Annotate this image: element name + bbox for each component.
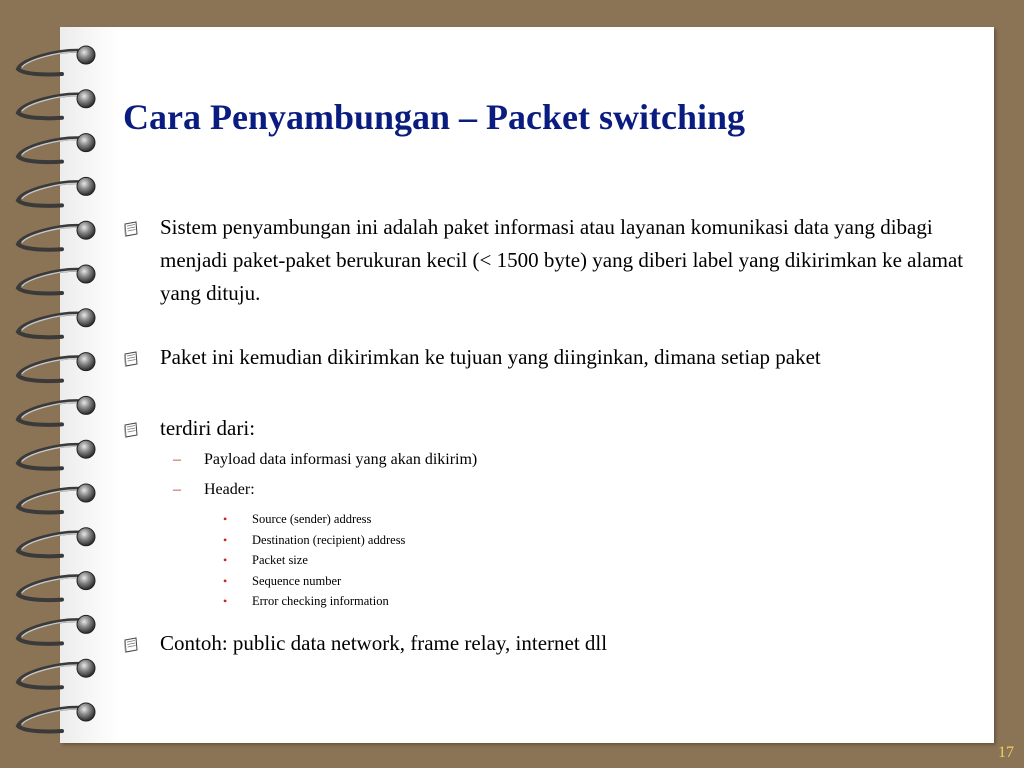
dot-marker: • [223, 573, 228, 588]
dash-marker: – [173, 451, 181, 468]
dot-marker: • [223, 553, 228, 568]
header-field-item [122, 571, 982, 592]
page-binding-shade [60, 27, 120, 743]
bullet-item [122, 341, 982, 374]
header-field-text: Packet size [252, 553, 308, 568]
header-field-text: Source (sender) address [252, 512, 372, 526]
notepad-icon [122, 636, 142, 654]
notepad-icon [122, 220, 142, 238]
slide-content [122, 211, 982, 660]
dot-marker: • [223, 532, 228, 547]
dot-marker: • [223, 512, 228, 526]
sub-item [122, 475, 982, 505]
bullet-text: Sistem penyambungan ini adalah paket informasi atau layanan komunikasi data yang dibagi menjadi paket-paket berukuran kecil (< 1500 byte) yang diberi label yang dikirimkan ke alamat yang dituju. [160, 215, 964, 305]
header-field-item [122, 591, 982, 612]
header-field-text: Destination (recipient) address [252, 532, 406, 547]
bullet-text: Contoh: public data network, frame relay, internet dll [160, 630, 608, 655]
header-field-text: Error checking information [252, 594, 389, 609]
header-field-item [122, 550, 982, 571]
sub-item-text: Payload data informasi yang akan dikirim) [204, 451, 478, 468]
bullet-item [122, 211, 982, 310]
header-field-item [122, 530, 982, 551]
dash-marker: – [173, 481, 181, 498]
notepad-icon [122, 350, 142, 368]
header-field-item [122, 509, 982, 530]
sub-item-text: Header: [204, 481, 255, 498]
page-number: 17 [998, 744, 1014, 761]
bullet-text: terdiri dari: [160, 416, 256, 440]
bullet-text: Paket ini kemudian dikirimkan ke tujuan yang diinginkan, dimana setiap paket [160, 345, 821, 369]
bullet-item [122, 627, 982, 660]
header-field-text: Sequence number [252, 573, 342, 588]
dot-marker: • [223, 594, 228, 609]
notepad-icon [122, 421, 142, 439]
sub-item [122, 445, 982, 475]
slide-title: Cara Penyambungan – Packet switching [123, 97, 746, 137]
bullet-item [122, 412, 982, 445]
